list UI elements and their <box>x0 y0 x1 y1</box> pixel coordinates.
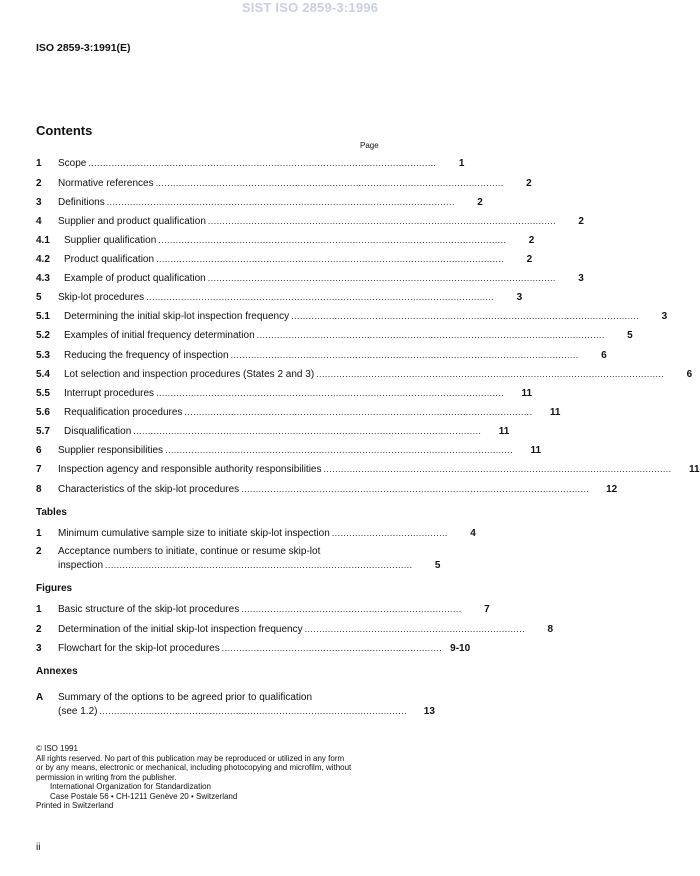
entry-number: 1 <box>36 604 42 615</box>
contents-title: Contents <box>36 123 93 138</box>
entry-page: 3 <box>578 273 584 284</box>
entry-number: 5.7 <box>36 426 50 437</box>
leader-dots: ........................................................................................................................ <box>291 311 640 321</box>
page-number: ii <box>36 842 41 853</box>
entry-title-line2: inspection <box>58 560 104 571</box>
organization-name: International Organization for Standardization <box>50 782 211 791</box>
entry-page: 7 <box>484 604 490 615</box>
entry-title: Supplier and product qualification <box>58 216 206 227</box>
leader-dots: ........................................................................................................................ <box>256 330 605 340</box>
toc-entry[interactable] <box>36 271 584 285</box>
leader-dots: ........................................................................................................................ <box>316 369 665 379</box>
entry-title: Interrupt procedures <box>64 388 155 399</box>
toc-entry[interactable] <box>36 290 523 304</box>
entry-number: 5.3 <box>36 350 50 361</box>
toc-entry-annex-a[interactable] <box>36 691 435 719</box>
entry-page: 4 <box>470 528 476 539</box>
entry-number: 6 <box>36 445 42 456</box>
entry-number: 5.4 <box>36 369 50 380</box>
entry-title: Determining the initial skip-lot inspection frequency <box>64 311 290 322</box>
entry-page: 12 <box>606 484 618 495</box>
leader-dots: ............................................................................ <box>304 624 526 634</box>
entry-page: 5 <box>434 560 441 571</box>
leader-dots: ........................................................................................................................ <box>241 484 590 494</box>
entry-page: 5 <box>627 330 633 341</box>
toc-entry-figure-3[interactable] <box>36 641 471 655</box>
entry-title: Product qualification <box>64 254 155 265</box>
entry-page: 13 <box>423 706 435 717</box>
leader-dots: ........................................................................................................................ <box>156 254 505 264</box>
entry-title: Flowchart for the skip-lot procedures <box>58 643 220 654</box>
entry-number: A <box>36 692 44 703</box>
entry-number: 2 <box>36 624 42 635</box>
entry-number: 1 <box>36 158 42 169</box>
entry-title: Determination of the initial skip-lot inspection frequency <box>58 624 303 635</box>
toc-entry[interactable] <box>36 156 465 170</box>
rights-line: All rights reserved. No part of this publication may be reproduced or utilized in any form <box>36 753 345 763</box>
entry-page: 2 <box>578 216 584 227</box>
entry-number: 5 <box>36 292 42 303</box>
entry-title-line1: Summary of the options to be agreed prior to qualification <box>58 692 313 703</box>
entry-number: 3 <box>36 643 42 654</box>
entry-page: 1 <box>458 158 465 169</box>
toc-entry[interactable] <box>36 195 483 209</box>
copyright-line: © ISO 1991 <box>36 744 78 753</box>
entry-title: Minimum cumulative sample size to initiate skip-lot inspection <box>58 528 330 539</box>
entry-page: 11 <box>498 426 510 437</box>
figures-heading: Figures <box>36 583 73 594</box>
leader-dots: ............................................................................ <box>221 643 443 653</box>
entry-title: Reducing the frequency of inspection <box>64 350 229 361</box>
entry-number: 5.1 <box>36 311 50 322</box>
entry-number: 4.3 <box>36 273 50 284</box>
toc-entry[interactable] <box>36 252 533 266</box>
toc-entry[interactable] <box>36 386 533 400</box>
entry-page: 11 <box>521 388 533 399</box>
tables-heading: Tables <box>36 507 67 518</box>
toc-entry-figure-2[interactable] <box>36 622 554 636</box>
toc-entry[interactable] <box>36 309 668 323</box>
entry-title: Supplier qualification <box>64 235 157 246</box>
copyright-block <box>36 744 386 811</box>
entry-number: 5.6 <box>36 407 50 418</box>
toc-entry-table-2[interactable] <box>36 545 441 573</box>
entry-number: 4 <box>36 216 42 227</box>
toc-entry[interactable] <box>36 176 532 190</box>
entry-title: Definitions <box>58 197 105 208</box>
leader-dots: ........................................................................................................................ <box>158 235 507 245</box>
entry-page: 2 <box>477 197 483 208</box>
leader-dots: ........................................................................................................................ <box>133 426 482 436</box>
toc-entry-table-1[interactable] <box>36 526 476 540</box>
entry-page: 8 <box>547 624 554 635</box>
rights-line: permission in writing from the publisher. <box>36 772 177 782</box>
toc-entry[interactable] <box>36 367 693 381</box>
entry-number: 4.1 <box>36 235 50 246</box>
entry-title: Supplier responsibilities <box>58 445 164 456</box>
toc-entry[interactable] <box>36 214 584 228</box>
leader-dots: .......................................................................................................... <box>99 706 407 716</box>
printed-in: Printed in Switzerland <box>36 801 114 810</box>
entry-page: 11 <box>549 407 561 418</box>
toc-entry[interactable] <box>36 443 542 457</box>
entry-title: Skip-lot procedures <box>58 292 145 303</box>
entry-number: 3 <box>36 197 42 208</box>
entry-number: 1 <box>36 528 42 539</box>
organization-address: Case Postale 56 • CH-1211 Genève 20 • Switzerland <box>50 791 238 801</box>
entry-page: 3 <box>661 311 668 322</box>
leader-dots: .......................................................................................................... <box>105 560 413 570</box>
leader-dots: ............................................................................ <box>241 604 462 614</box>
toc-entry[interactable] <box>36 328 633 342</box>
annexes-heading: Annexes <box>36 666 78 677</box>
entry-title: Basic structure of the skip-lot procedures <box>58 604 240 615</box>
leader-dots: ........................................................................................................................ <box>155 178 504 188</box>
entry-page: 3 <box>516 292 523 303</box>
entry-number: 8 <box>36 484 42 495</box>
leader-dots: ........................................................................................................................ <box>184 407 533 417</box>
toc-entry[interactable] <box>36 482 618 496</box>
toc-entry[interactable] <box>36 462 700 476</box>
leader-dots: ........................................................................................................................ <box>106 197 455 207</box>
entry-page: 6 <box>686 369 693 380</box>
document-id: ISO 2859-3:1991(E) <box>36 42 131 54</box>
entry-number: 5.2 <box>36 330 50 341</box>
entry-page: 2 <box>526 178 532 189</box>
entry-title: Normative references <box>58 178 154 189</box>
toc-entry[interactable] <box>36 405 561 419</box>
entry-number: 2 <box>36 546 42 557</box>
entry-title-line2: (see 1.2) <box>58 706 98 717</box>
entry-title: Characteristics of the skip-lot procedures <box>58 484 240 495</box>
entry-page: 6 <box>601 350 607 361</box>
entry-title: Inspection agency and responsible authority responsibilities <box>58 464 322 475</box>
leader-dots: ........................................................................................................................ <box>207 273 556 283</box>
entry-title: Scope <box>58 158 87 169</box>
entry-number: 5.5 <box>36 388 50 399</box>
leader-dots: ........................................................................................................................ <box>165 445 514 455</box>
entry-page: 2 <box>526 254 533 265</box>
entry-number: 2 <box>36 178 42 189</box>
entry-title: Requalification procedures <box>64 407 183 418</box>
rights-line: or by any means, electronic or mechanical, including photocopying and microfilm, without <box>36 763 352 772</box>
leader-dots: ........................................................................................................................ <box>323 464 672 474</box>
entry-title: Lot selection and inspection procedures (States 2 and 3) <box>64 369 315 380</box>
entry-page: 11 <box>530 445 542 456</box>
entry-title: Examples of initial frequency determination <box>64 330 255 341</box>
watermark: SIST ISO 2859-3:1996 <box>241 0 379 15</box>
entry-title-line1: Acceptance numbers to initiate, continue or resume skip-lot <box>58 546 321 557</box>
leader-dots: ........................................................................................................................ <box>207 216 556 226</box>
toc-entry-figure-1[interactable] <box>36 602 490 616</box>
entry-title: Disqualification <box>64 426 132 437</box>
toc-entry[interactable] <box>36 233 535 247</box>
entry-number: 4.2 <box>36 254 50 265</box>
entry-page: 11 <box>688 464 700 475</box>
leader-dots: ........................................................................................................................ <box>230 350 579 360</box>
leader-dots: ........................................ <box>331 528 448 538</box>
leader-dots: ........................................................................................................................ <box>146 292 495 302</box>
entry-number: 7 <box>36 464 42 475</box>
leader-dots: ........................................................................................................................ <box>156 388 505 398</box>
page-column-label: Page <box>360 141 379 150</box>
entry-title: Example of product qualification <box>64 273 206 284</box>
toc-entry[interactable] <box>36 424 510 438</box>
entry-page: 2 <box>528 235 535 246</box>
toc-entry[interactable] <box>36 348 607 362</box>
leader-dots: ........................................................................................................................ <box>88 158 437 168</box>
entry-page: 9-10 <box>450 643 471 654</box>
